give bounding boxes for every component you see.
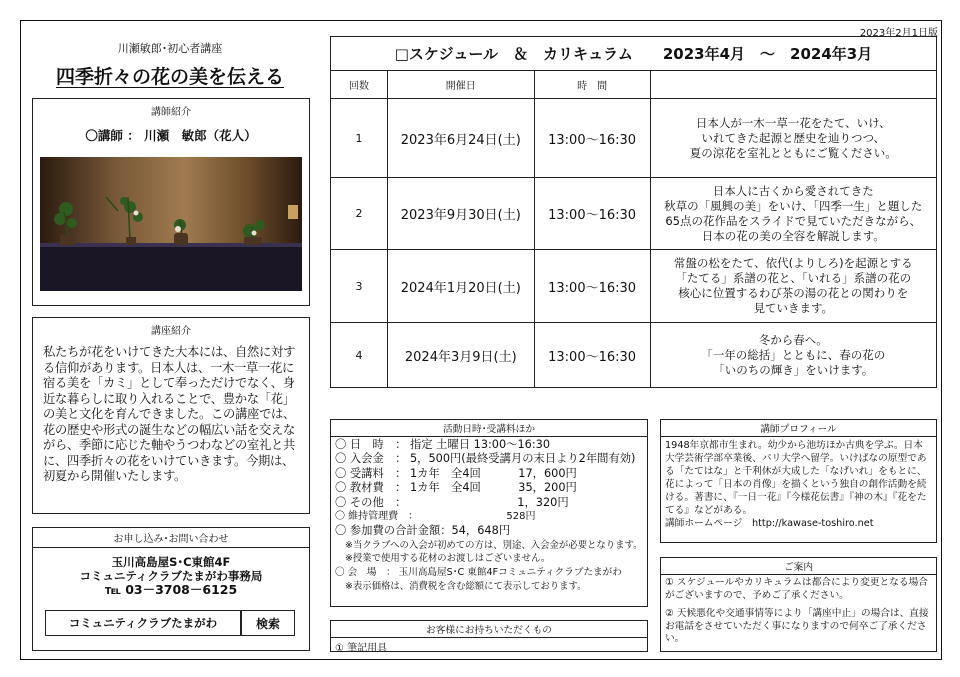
schedule-row-number: 4 [331,323,388,388]
fees-venue: 〇 会 場 ： 玉川高島屋S･C 東館4Fコミュニティクラブたまがわ [335,566,622,578]
main-title-text: 四季折々の花の美を伝える [55,66,284,88]
bring-heading: お客様にお持ちいただくもの [331,621,647,638]
fees-note-1: ※当クラブへの入会が初めての方は、別途、入会金が必要となります。 [345,539,643,551]
search-button-label: 検索 [255,616,280,631]
description-line: 日本人に古くから愛されてきた [712,183,874,198]
course-box [32,317,310,514]
notice-item: ① スケジュールやカリキュラムは都合により変更となる場合がございますので、予めご了承ください。 [665,577,928,601]
notice-box [660,557,937,652]
contact-phone [33,583,309,597]
series-subtitle: 川瀬敏郎･初心者講座 [117,42,223,55]
schedule-row-time: 13:00～16:30 [534,250,650,323]
schedule-row [331,99,937,178]
header-description [650,71,936,99]
schedule-row [331,178,937,250]
description-line: 夏の涼花を室礼とともにご覧ください。 [689,145,897,160]
description-line: 日本の花の美の全容を解説します。 [701,228,885,243]
contact-office: コミュニティクラブたまがわ事務局 [79,569,263,583]
description-line: いれてきた起源と歴史を辿りつつ、 [701,130,886,145]
description-line: 核心に位置するわび茶の湯の花との関わりを [678,286,909,300]
notice-heading: ご案内 [661,558,936,575]
schedule-row-number: 1 [331,99,388,178]
search-box-text: コミュニティクラブたまがわ [68,616,218,630]
schedule-row-description [650,250,936,323]
bring-box [330,620,648,652]
profile-homepage[interactable]: 講師ホームページ http://kawase-toshiro.net [665,518,874,529]
description-line: 秋草の「風興の美」をいけ、「四季一生」と題した [664,198,923,213]
fee-line: 〇 入会金 ： 5，500円(最終受講月の末日より2年間有効) [335,452,636,466]
ikebana-photo-image [40,157,302,291]
schedule-row-number: 3 [331,250,388,323]
schedule-table [330,36,937,388]
description-line: 冬から春へ。 [758,332,828,347]
schedule-row-date: 2023年6月24日(土) [387,99,534,178]
fees-note-2: ※授業で使用する花材のお渡しはございません。 [345,553,551,565]
schedule-row-time: 13:00～16:30 [534,323,650,388]
contact-box [32,527,310,651]
profile-text: 1948年京都市生まれ。幼少から池坊ほか古典を学ぶ。日本大学芸術学部卒業後、パリ大学へ留学。いけばなの原型である「たてはな」と千利休が大成した「なげいれ」をもとに、花によって「日本の肖像」を描くという独自の創作活動を続ける。著書に、『一日一花』『今様花伝書』『神の木』『花をたてる』などがある。 [665,440,927,516]
description-line: 常盤の松をたて、依代(よりしろ)を起源とする [673,256,913,270]
header-date: 開催日 [387,71,534,99]
instructor-heading: 講師紹介 [151,107,191,118]
description-line: 65点の花作品をスライドで見ていただきながら、 [665,213,922,228]
fee-line: 〇 その他 ： 1，320円 [335,495,569,509]
bring-item: ① 筆記用具 [335,643,388,654]
version-date: 2023年2月1日版 [859,28,938,39]
schedule-row [331,323,937,388]
schedule-row-date: 2024年3月9日(土) [387,323,534,388]
header-time: 時 間 [534,71,650,99]
schedule-row-description [650,178,936,250]
schedule-row-description [650,99,936,178]
schedule-row-description [650,323,936,388]
contact-phone-number: 03－3708－6125 [120,582,238,597]
description-line: 「たてる」系譜の花と、「いれる」系譜の花の [675,271,912,285]
description-line: 日本人が一木一草一花をたて、いけ、 [695,115,891,130]
description-line: 見ていきます。 [753,301,834,315]
instructor-name: 〇講師 ： 川瀬 敏郎（花人） [85,128,257,143]
ikebana-photo [40,157,302,291]
fee-line: 〇 維持管理費 ： 528円 [335,511,536,523]
schedule-row-time: 13:00～16:30 [534,178,650,250]
contact-heading: お申し込み･お問い合わせ [33,528,309,548]
schedule-row-number: 2 [331,178,388,250]
schedule-row [331,250,937,323]
description-line: 「いのちの輝き」をいけます。 [713,362,874,377]
description-line: 「一年の総括」とともに、春の花の [701,347,886,362]
fee-line: 〇 日 時 ： 指定 土曜日 13:00～16:30 [335,438,551,451]
fee-line: 〇 受講料 ： 1カ年 全4回 17，600円 [335,466,577,480]
profile-heading: 講師プロフィール [661,420,936,437]
fees-heading: 活動日時･受講料ほか [331,420,647,437]
schedule-row-date: 2024年1月20日(土) [387,250,534,323]
search-box[interactable] [45,610,241,636]
header-number: 回数 [331,71,388,99]
fees-box [330,419,648,607]
fee-line: 〇 参加費の合計金額：54，648円 [335,524,511,538]
course-description: 私たちが花をいけてきた大本には、自然に対する信仰があります。日本人は、一木一草一花に宿る美を「カミ」として奉っただけでなく、身近な暮らしに取り入れることで、豊かな「花」の美と文化を育んできました。この講座では、花の歴史や形式の誕生などの幅広い話を交えながら、季節に応じた軸やうつわなどの室礼と共に、四季折々の花をいけていきます。今期は、初夏から開催いたします。 [43,345,295,483]
profile-box [660,419,937,543]
schedule-row-time: 13:00～16:30 [534,99,650,178]
phone-icon: ℡ [104,582,121,597]
fees-tax-note: ※表示価格は、消費税を含む総額にて表示しております。 [345,581,587,593]
contact-address: 玉川高島屋S･C東館4F [111,555,231,569]
schedule-row-date: 2023年9月30日(土) [387,178,534,250]
notice-item: ② 天候悪化や交通事情等により「講座中止」の場合は、直接お電話をさせていただく事になりますので何卒ご了承ください。 [665,608,929,644]
course-heading: 講座紹介 [151,326,191,337]
search-button[interactable] [241,610,295,636]
main-title [32,62,308,89]
schedule-title: □スケジュール ＆ カリキュラム 2023年4月 ～ 2024年3月 [331,37,937,71]
fee-line: 〇 教材費 ： 1カ年 全4回 35，200円 [335,481,577,495]
